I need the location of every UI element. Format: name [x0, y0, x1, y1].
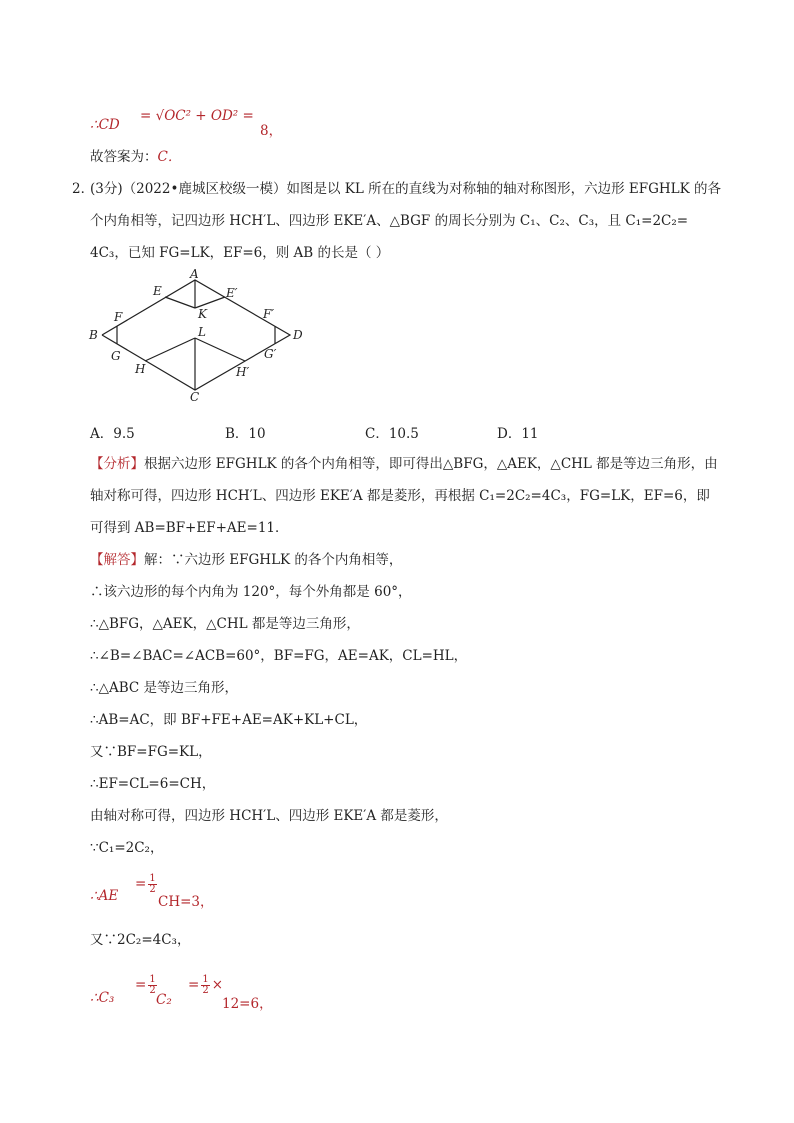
cd-prefix: ∴CD [90, 117, 120, 133]
ae-prefix: ∴AE [90, 888, 119, 904]
solution-text-1: 解：∵六边形 EFGHLK 的各个内角相等， [144, 552, 403, 568]
solution-line-1 [90, 548, 402, 568]
question-number: 2． [72, 181, 95, 197]
ae-equation: = $\frac{1}{2}$ [135, 873, 156, 895]
c3-frac2-num: 1 [202, 974, 209, 985]
ae-line [90, 873, 214, 910]
solution-line-8: ∴EF=CL=6=CH， [90, 776, 216, 792]
question-line-3: 4C₃，已知 FG=LK，EF=6，则 AB 的长是（ ） [90, 245, 390, 261]
label-d: D [293, 328, 303, 342]
solution-line-6: ∴AB=AC，即 BF+FE+AE=AK+KL+CL， [90, 712, 368, 728]
answer-label: 故答案为： [90, 149, 158, 165]
ae-rest: CH=3， [158, 894, 214, 910]
question-line-1: (3分)（2022•鹿城区校级一模）如图是以 KL 所在的直线为对称轴的轴对称图形，六边形 EFGHLK 的各 [90, 181, 721, 197]
c3-frac1-den: 2 [149, 985, 156, 996]
solution-line-7: 又∵BF=FG=KL， [90, 744, 212, 760]
segment-lh2 [195, 338, 245, 361]
ae-frac-den: 2 [149, 884, 156, 895]
option-b: B．10 [225, 426, 266, 442]
solution-line-9: 由轴对称可得，四边形 HCH′L、四边形 EKE′A 都是菱形， [90, 808, 448, 824]
solution-line-4: ∴∠B=∠BAC=∠ACB=60°，BF=FG，AE=AK，CL=HL， [90, 648, 468, 664]
solution-line-5: ∴△ABC 是等边三角形， [90, 680, 239, 696]
ae-frac-num: 1 [149, 873, 156, 884]
label-a: A [190, 267, 199, 281]
option-a: A．9.5 [90, 426, 135, 442]
label-e-prime: E′ [226, 286, 238, 300]
c3-rest: 12=6， [222, 996, 273, 1012]
c3-times: × [211, 977, 223, 993]
solution-line-2: ∴该六边形的每个内角为 120°，每个外角都是 60°， [90, 584, 412, 600]
segment-hl [145, 338, 195, 361]
analysis-text-1: 根据六边形 EFGHLK 的各个内角相等，即可得出△BFG，△AEK，△CHL 都是等边三角形，由 [144, 456, 718, 472]
geometry-diagram [85, 265, 315, 405]
c3-line [90, 974, 273, 1012]
label-e: E [153, 284, 162, 298]
c3-eq2: = $\frac{1}{2}$ × [188, 974, 223, 996]
cd-result: 8， [260, 123, 283, 139]
c3-eq1: = $\frac{1}{2}$ [135, 974, 156, 996]
option-d: D．11 [497, 426, 539, 442]
rhombus-outline [102, 280, 290, 390]
question-line-2: 个内角相等，记四边形 HCH′L、四边形 EKE′A、△BGF 的周长分别为 C₁、C₂、C₃，且 C₁=2C₂= [90, 213, 689, 229]
analysis-line-2: 轴对称可得，四边形 HCH′L、四边形 EKE′A 都是菱形，再根据 C₁=2C₂=4C₃，FG=LK，EF=6，即 [90, 488, 710, 504]
label-k: K [198, 307, 207, 321]
label-f-prime: F′ [263, 307, 275, 321]
label-f: F [114, 310, 123, 324]
segment-ek [165, 297, 195, 308]
c3-mid: C₂ [156, 992, 172, 1008]
analysis-line-1 [90, 452, 718, 472]
c3-frac1-num: 1 [149, 974, 156, 985]
label-h-prime: H′ [236, 365, 250, 379]
analysis-tag: 【分析】 [90, 456, 144, 472]
c3-frac2-den: 2 [202, 985, 209, 996]
c3-prefix: ∴C₃ [90, 990, 115, 1006]
cd-formula: = √OC² + OD² = [140, 108, 254, 124]
label-c: C [190, 390, 200, 404]
solution-line-10: ∵C₁=2C₂， [90, 840, 164, 856]
solution-tag: 【解答】 [90, 552, 144, 568]
label-g: G [111, 349, 121, 363]
label-g-prime: G′ [264, 347, 277, 361]
answer-line [90, 145, 181, 165]
solution-line-3: ∴△BFG，△AEK，△CHL 都是等边三角形， [90, 616, 360, 632]
label-h: H [135, 362, 146, 376]
analysis-line-3: 可得到 AB=BF+EF+AE=11． [90, 520, 289, 536]
answer-value: C． [157, 149, 182, 165]
label-l: L [198, 325, 206, 339]
solution-line-c2: 又∵2C₂=4C₃， [90, 932, 191, 948]
label-b: B [89, 328, 98, 342]
option-c: C．10.5 [365, 426, 419, 442]
cd-line [90, 108, 283, 139]
